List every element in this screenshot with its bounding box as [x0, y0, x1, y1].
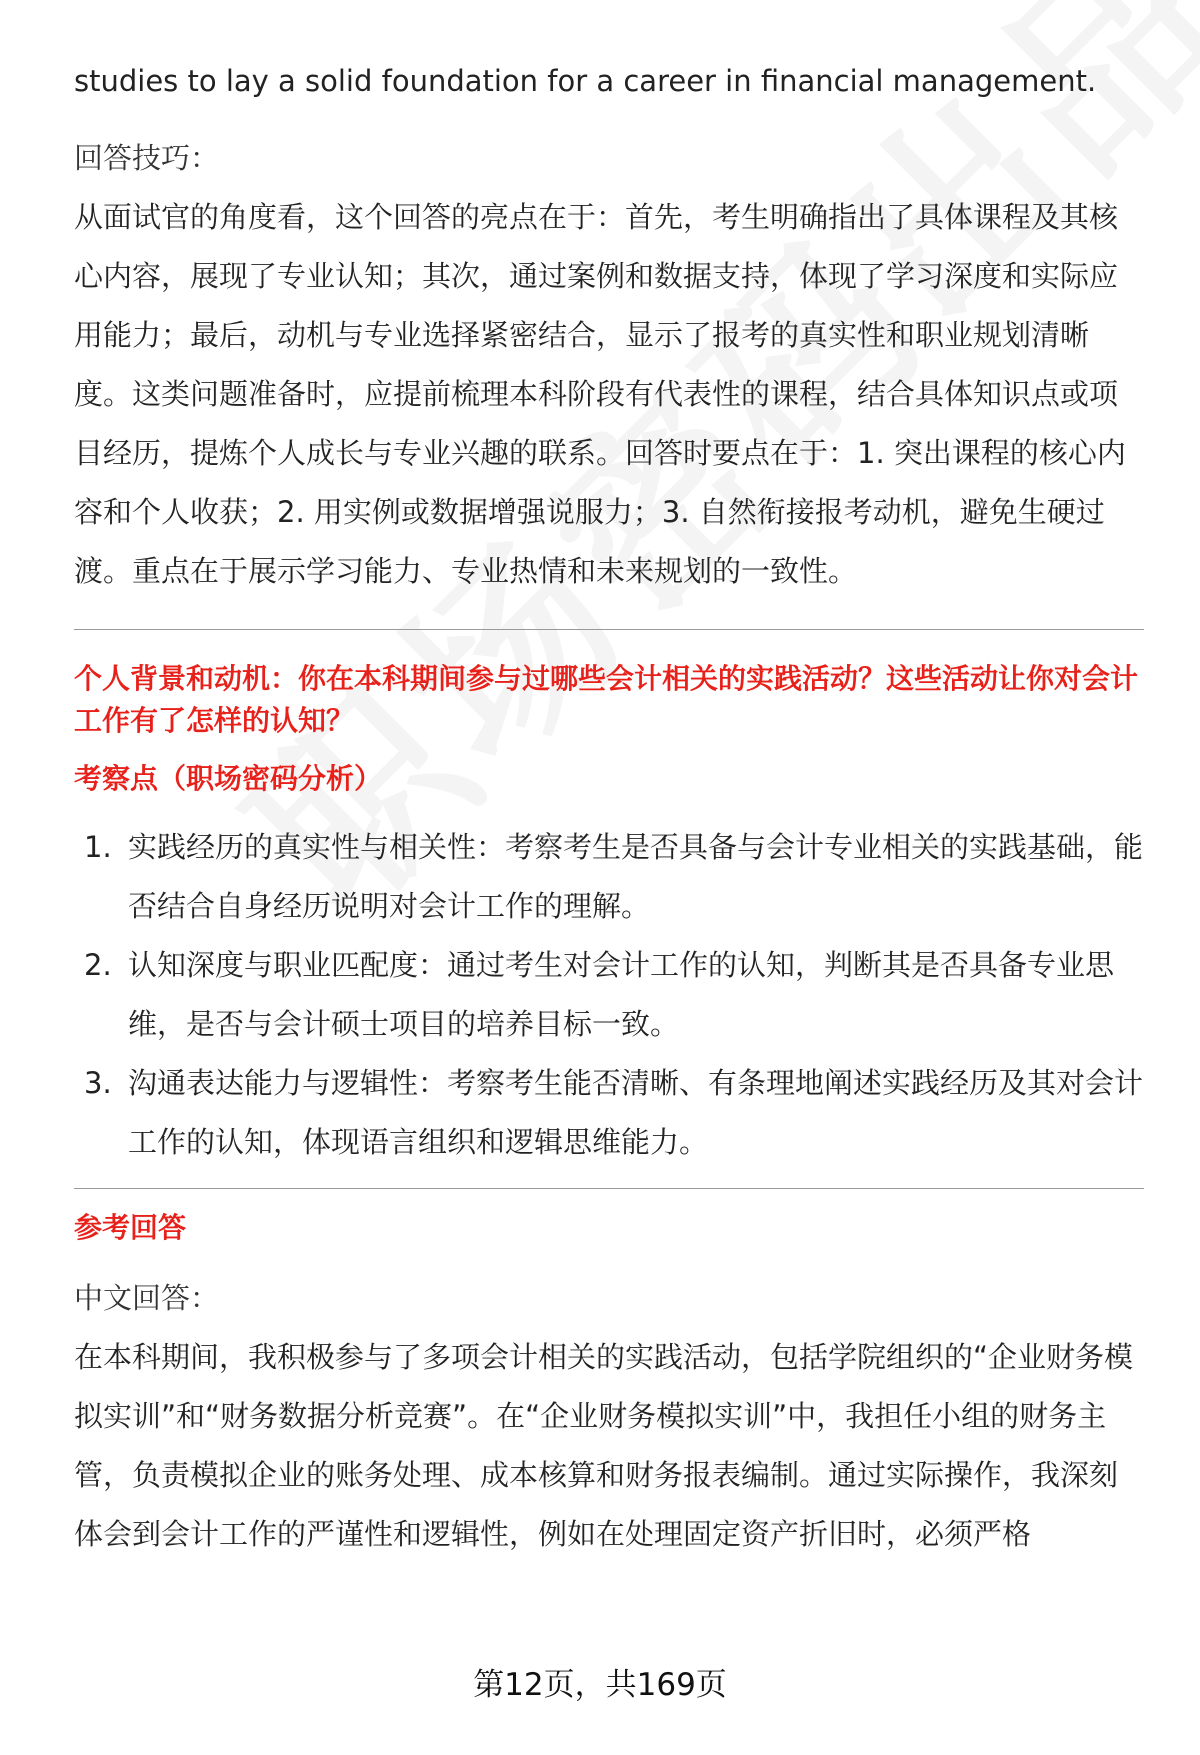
list-item-text: 认知深度与职业匹配度：通过考生对会计工作的认知，判断其是否具备专业思维，是否与会计硕士项目的培养目标一致。	[128, 948, 1115, 1041]
list-item-text: 实践经历的真实性与相关性：考察考生是否具备与会计专业相关的实践基础，能否结合自身经历说明对会计工作的理解。	[128, 830, 1144, 923]
list-item	[74, 936, 1144, 1054]
list-item-number: 2.	[84, 948, 112, 982]
tips-text: 从面试官的角度看，这个回答的亮点在于：首先，考生明确指出了具体课程及其核心内容，展现了专业认知；其次，通过案例和数据支持，体现了学习深度和实际应用能力；最后，动机与专业选择紧密结合，显示了报考的真实性和职业规划清晰度。这类问题准备时，应提前梳理本科阶段有代表性的课程，结合具体知识点或项目经历，提炼个人成长与专业兴趣的联系。回答时要点在于：1. 突出课程的核心内容和个人收获；2. 用实例或数据增强说服力；3. 自然衔接报考动机，避免生硬过渡。重点在于展示学习能力、专业热情和未来规划的一致性。	[74, 200, 1126, 588]
list-item	[74, 1054, 1144, 1172]
list-item-number: 1.	[84, 830, 112, 864]
assessment-points-list	[74, 818, 1144, 1172]
tips-label: 回答技巧：	[74, 141, 220, 175]
list-item-text: 沟通表达能力与逻辑性：考察考生能否清晰、有条理地阐述实践经历及其对会计工作的认知，体现语言组织和逻辑思维能力。	[128, 1066, 1144, 1159]
page-content	[74, 52, 1144, 1564]
chinese-answer-label: 中文回答：	[74, 1281, 220, 1315]
assessment-points-heading: 考察点（职场密码分析）	[74, 762, 383, 795]
chinese-answer-text: 在本科期间，我积极参与了多项会计相关的实践活动，包括学院组织的“企业财务模拟实训”和“财务数据分析竞赛”。在“企业财务模拟实训”中，我担任小组的财务主管，负责模拟企业的账务处理、成本核算和财务报表编制。通过实际操作，我深刻体会到会计工作的严谨性和逻辑性，例如在处理固定资产折旧时，必须严格	[74, 1340, 1134, 1551]
page-number-footer: 第12页，共169页	[473, 1667, 727, 1703]
section-divider	[74, 1188, 1144, 1189]
list-item	[74, 818, 1144, 936]
question-title: 个人背景和动机：你在本科期间参与过哪些会计相关的实践活动？这些活动让你对会计工作有了怎样的认知？	[74, 662, 1139, 737]
reference-answer-heading: 参考回答	[74, 1211, 187, 1244]
section-divider	[74, 629, 1144, 630]
list-item-number: 3.	[84, 1066, 112, 1100]
intro-tail-text: studies to lay a solid foundation for a career in financial management.	[74, 64, 1097, 98]
